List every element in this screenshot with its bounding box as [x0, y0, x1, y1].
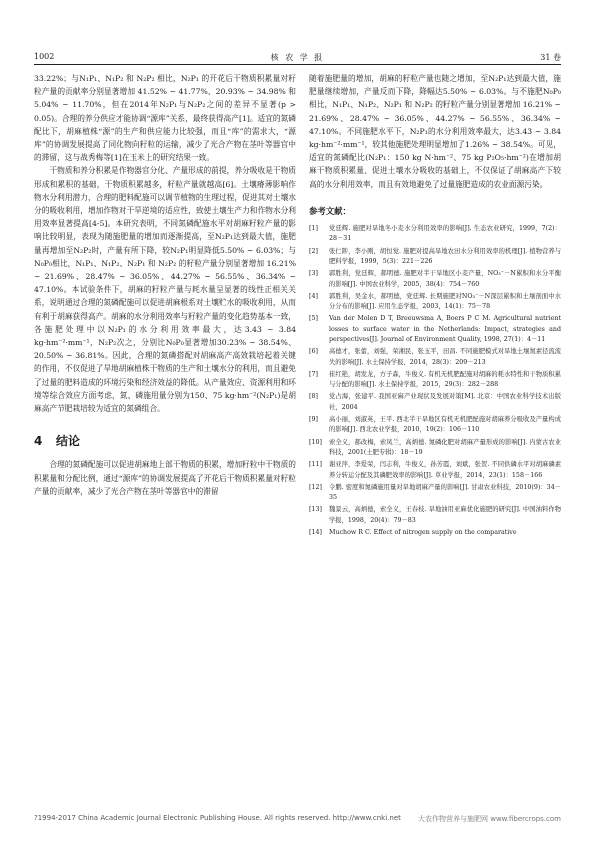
reference-number: [13] — [309, 506, 322, 514]
reference-number: [14] — [309, 529, 322, 537]
volume-label: 31 卷 — [540, 53, 561, 62]
reference-item — [309, 314, 561, 345]
reference-item — [309, 370, 561, 391]
references-title: 参考文献： — [309, 205, 351, 216]
reference-number: [6] — [309, 348, 318, 356]
reference-number: [10] — [309, 438, 322, 446]
conclusion-paragraph: 合理的氮磷配施可以促进胡麻地上部干物质的积累，增加籽粒中干物质的积累量和分配比例，通过“源库”的协调发展提高了开花后干物质积累量对籽粒产量的贡献率，减少了光合产物在茎叶等器官中的滞留 — [34, 460, 296, 496]
reference-text: 令鹏. 密度和氮磷施用量对旱地胡麻产量的影响[J]. 甘肃农业科技，2010(9)：34－35 — [329, 483, 561, 502]
reference-item — [309, 269, 561, 290]
reference-item — [309, 224, 561, 245]
reference-text: 高小丽，刘淑英，王平. 西北半干旱地区有机无机肥配施对胡麻养分吸收及产量构成的影响[J]. 西北农业学报，2010，19(2)：106－110 — [329, 416, 561, 434]
reference-item — [309, 415, 561, 436]
discussion-paragraph-2: 干物质和养分积累是作物器官分化、产量形成的前提，养分吸收是干物质形成和累积的基础，干物质积累越多，籽粒产量就越高[6]。土壤瘠薄影响作物水分利用潜力，合理的肥料配施可以调节植物的生理过程，促进其对土壤水分的吸收利用，增加作物对干旱逆境的适应性，致使土壤生产力和作物水分利用效率显著提高[4-5]。本研究表明，不同氮磷配施水平对胡麻籽粒产量的影响比较明显，表现为随施肥量的增加而逐渐提高，至N₂P₁达到最大值，施肥量再增加至N₂P₂时，产量有所下降，较N₂P₁明显降低5.50% ~ 6.03%；与N₀P₀相比，N₁P₁、N₁P₂、N₂P₁ 和 N₂P₂ 的籽粒产量分别显著增加 16.21% ~ 21.69%、28.47% ~ 36.05%、44.27% ~ 56.55%、36.34% ~ 47.10%。本试验条件下，胡麻的籽粒产量与耗水量呈显著的线性正相关关系，说明通过合理的氮磷配施可以促进胡麻根系对土壤贮水的吸收利用，从而有利于胡麻获得高产。胡麻的水分利用效率与籽粒产量的变化趋势基本一致，各施肥处理中以N₂P₁的水分利用效率最大，达3.43 ~ 3.84 kg·hm⁻²·mm⁻¹，N₂P₂次之，分别比N₀P₀显著增加30.23% ~ 38.54%、20.50% ~ 36.81%。因此，合理的氮磷搭配对胡麻高产高效栽培起着关键的作用，不仅促进了旱地胡麻植株干物质的生产和土壤水分的利用，而且避免了过量的肥料造成的环境污染和经济效益的降低。从产量效应、资源利用和环境等综合效应方面考虑，氮、磷施用量分别为150、75 kg·hm⁻²(N₂P₁)是胡麻高产节肥栽培较为适宜的氮磷组合。 — [34, 166, 296, 414]
reference-list — [309, 224, 561, 538]
reference-item — [309, 247, 561, 268]
reference-text: 张仁陟，李小刚，胡恒觉. 施肥对提高旱地农田水分利用效率的机理[J]. 植物营养与肥料学报，1999，5(3)：221－226 — [329, 247, 561, 265]
watermark-text: 大农作物营养与施肥网 www.fibercrops.com — [418, 815, 561, 823]
reference-item — [309, 528, 561, 538]
reference-text: 高德才，张蕾，刘强，荣湘民，张玉平，田昌. 不同施肥模式对旱地土壤氮素径流流失的影响[J]. 水土保持学报，2014，28(3)：209－213 — [329, 348, 561, 366]
reference-item — [309, 347, 561, 368]
reference-item — [309, 483, 561, 504]
reference-text: 谢亚萍，李爱荣，闫志利，牛俊义，孙芳霞，刘斌，张贺. 不同供磷水平对胡麻磷素养分转运分配及其磷肥效率的影响[J]. 草业学报，2014，23(1)：158－166 — [329, 461, 561, 479]
copyright-line: ?1994-2017 China Academic Journal Electronic Publishing House. All rights reserved. http://www.cnki.net — [34, 814, 401, 822]
reference-text: Van der Molen D T, Breeuwsma A, Boers P C M. Agricultural nutrient losses to surface water in the Netherlands: Impact, strategies and perspectives[J]. Journal of Environment Quality, 1998, 27(1)：4－11 — [329, 315, 561, 343]
discussion-paragraph-1: 33.22%；与N₁P₁、N₁P₂ 和 N₂P₂ 相比，N₂P₁ 的开花后干物质积累量对籽粒产量的贡献率分别显著增加 41.52% ~ 41.77%、20.93% ~ 34.98% 和 5.04% ~ 11.70%，但在2014年N₂P₁与N₂P₂之间的差异不显著(p > 0.05)。合理的养分供应才能协调“源库”关系，最终获得高产[1]。适宜的氮磷配比下，胡麻植株“源”的生产和供应能力比较强，而且“库”的需求大，“源库”的协调发展提高了同化物向籽粒的运输，减少了光合产物在茎叶等器官中的滞留，这与战秀梅等[1]在玉米上的研究结果一致。 — [34, 74, 296, 163]
reference-text: 崔红艳，胡发龙，方子森，牛俊义. 有机无机肥配施对胡麻的耗水特性和干物质积累与分配的影响[J]. 水土保持学报，2015，29(3)：282－288 — [329, 370, 561, 389]
reference-text: Muchow R C. Effect of nitrogen supply on the comparative — [329, 529, 517, 537]
reference-text: 郭胜利，党廷辉，郝明德. 施肥对半干旱地区小麦产量、NO₃⁻－N累积和水分平衡的影响[J]. 中国农业科学，2005，38(4)：754－760 — [329, 270, 561, 288]
reference-item — [309, 438, 561, 459]
reference-item — [309, 392, 561, 413]
section-title: 结论 — [56, 434, 81, 449]
reference-item — [309, 460, 561, 481]
reference-text: 索全义，郝改梅，索凤兰，高炳德. 氮磷化肥对胡麻产量形成的影响[J]. 内蒙古农业科技，2001(土肥专辑)：18－19 — [329, 438, 561, 456]
conclusion-continued-paragraph: 随着施肥量的增加，胡麻的籽粒产量也随之增加，至N₂P₁达到最大值，施肥量继续增加，产量反而下降，降幅达5.50% ~ 6.03%。与不施肥N₀P₀相比，N₁P₁、N₁P₂、N₂P₁ 和 N₂P₂ 的籽粒产量分别显著增加 16.21% ~ 21.69%、28.47% ~ 36.05%、44.27% ~ 56.55%、36.34% ~ 47.10%。不同施肥水平下，N₂P₁的水分利用效率最大，达3.43 ~ 3.84 kg·hm⁻²·mm⁻¹，较其他施肥处理明显增加了1.26% ~ 38.54%。可见，适宜的氮磷配比(N₂P₁：150 kg N·hm⁻²、75 kg P₂O₅·hm⁻²)在增加胡麻干物质积累量、促进土壤水分吸收的基础上，不仅保证了胡麻高产下较高的水分利用效率，而且有效地避免了过量施肥造成的农业面源污染。 — [309, 74, 561, 189]
reference-text: 魏景云，高炳德，索全义，王春枝. 旱地油用亚麻优化施肥的研究[J]. 中国油料作物学报，1998，20(4)：79－83 — [329, 506, 561, 524]
reference-number: [11] — [309, 461, 322, 469]
reference-item — [309, 505, 561, 526]
reference-number: [3] — [309, 270, 318, 278]
reference-number: [12] — [309, 483, 322, 491]
reference-number: [9] — [309, 416, 318, 424]
left-column — [34, 72, 296, 498]
header-rule — [34, 64, 561, 65]
page-number: 1002 — [34, 52, 55, 61]
section-number: 4 — [34, 434, 43, 449]
reference-number: [7] — [309, 370, 318, 378]
section-heading-conclusion — [34, 435, 296, 448]
reference-number: [8] — [309, 393, 318, 401]
journal-title: 核 农 学 报 — [270, 53, 325, 62]
reference-text: 党廷辉. 施肥对旱地冬小麦水分利用效率的影响[J]. 生态农业研究，1999，7(2)：28－31 — [329, 225, 561, 243]
reference-number: [1] — [309, 225, 318, 233]
reference-number: [4] — [309, 292, 318, 300]
reference-number: [5] — [309, 315, 318, 323]
reference-text: 郭胜利，吴金水，郝明德，党廷辉. 长期施肥对NO₃⁻－N深层累积和土壤剖面中水分分布的影响[J]. 应用生态学报，2003，14(1)：75－78 — [329, 292, 561, 311]
reference-number: [2] — [309, 247, 318, 255]
right-column — [309, 72, 561, 540]
reference-text: 党占海，张建平. 我国亚麻产业现状及发展对策[M]. 北京：中国农业科学技术出版社，2004 — [329, 393, 561, 411]
reference-item — [309, 292, 561, 313]
